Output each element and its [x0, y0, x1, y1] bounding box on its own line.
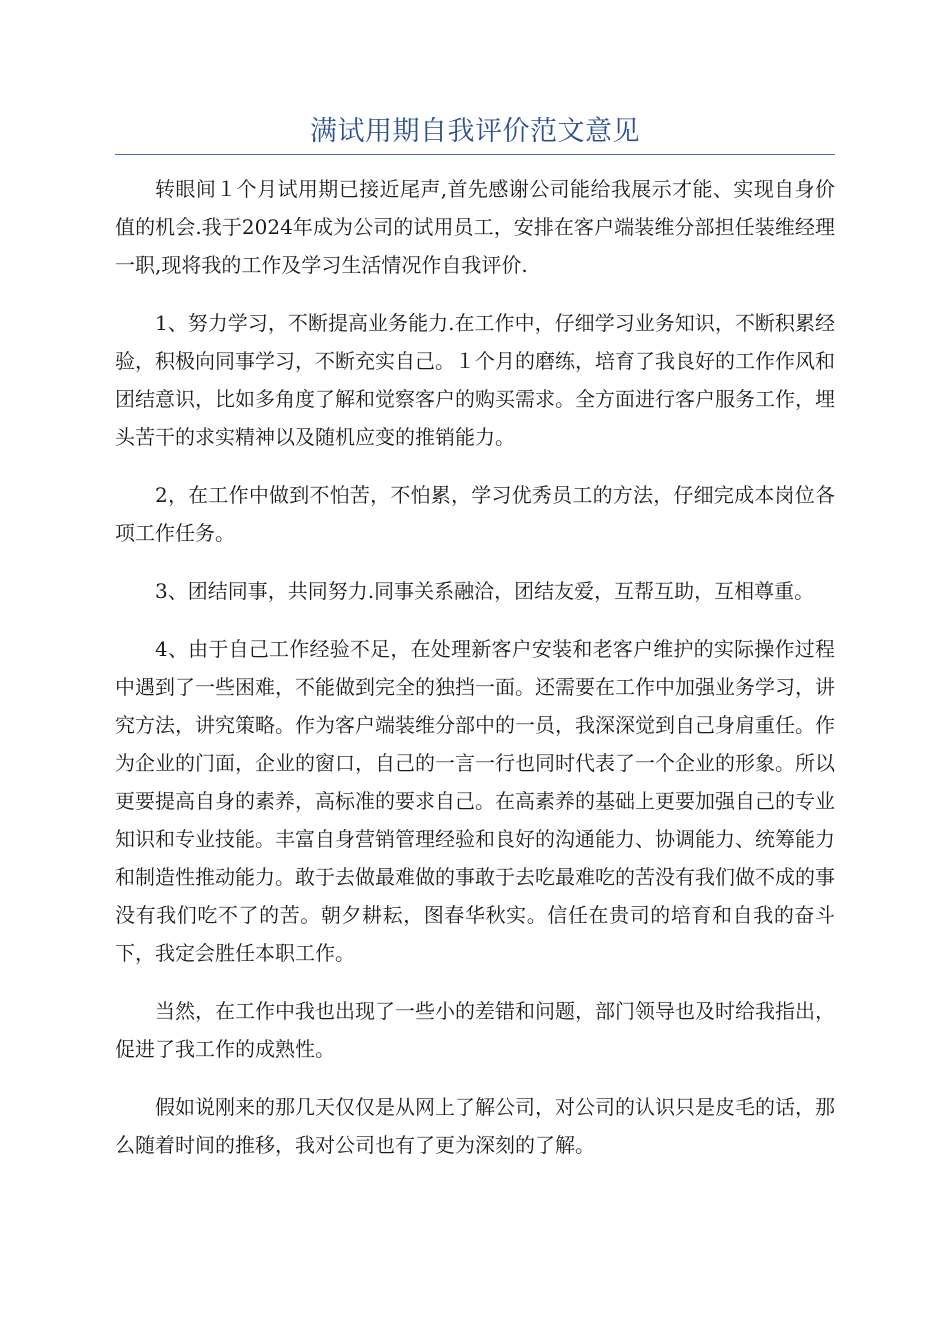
paragraph-shortcomings: 当然，在工作中我也出现了一些小的差错和问题，部门领导也及时给我指出，促进了我工作的成熟性。	[115, 999, 835, 1061]
paragraph-point-4: 4、由于自己工作经验不足，在处理新客户安装和老客户维护的实际操作过程中遇到了一些困难，不能做到完全的独挡一面。还需要在工作中加强业务学习，讲究方法，讲究策略。作为客户端装维分部中的一员，我深深觉到自己身肩重任。作为企业的门面，企业的窗口，自己的一言一行也同时代表了一个企业的形象。所以更要提高自身的素养，高标准的要求自己。在高素养的基础上更要加强自己的专业知识和专业技能。丰富自身营销管理经验和良好的沟通能力、协调能力、统筹能力和制造性推动能力。敢于去做最难做的事敢于去吃最难吃的苦没有我们做不成的事没有我们吃不了的苦。朝夕耕耘，图春华秋实。信任在贵司的培育和自我的奋斗下，我定会胜任本职工作。	[115, 637, 835, 965]
title-underline-divider	[115, 154, 835, 155]
paragraph-intro: 转眼间１个月试用期已接近尾声,首先感谢公司能给我展示才能、实现自身价值的机会.我于2024年成为公司的试用员工，安排在客户端装维分部担任装维经理一职,现将我的工作及学习生活情况作自我评价.	[115, 177, 835, 277]
document-title: 满试用期自我评价范文意见	[310, 116, 640, 147]
document-body	[115, 170, 835, 1184]
paragraph-understanding: 假如说刚来的那几天仅仅是从网上了解公司，对公司的认识只是皮毛的话，那么随着时间的推移，我对公司也有了更为深刻的了解。	[115, 1095, 835, 1157]
paragraph-point-1: 1、努力学习，不断提高业务能力.在工作中，仔细学习业务知识，不断积累经验，积极向同事学习，不断充实自己。１个月的磨练，培育了我良好的工作作风和团结意识，比如多角度了解和觉察客户的购买需求。全方面进行客户服务工作，埋头苦干的求实精神以及随机应变的推销能力。	[115, 311, 835, 449]
paragraph-point-3: 3、团结同事，共同努力.同事关系融洽，团结友爱，互帮互助，互相尊重。	[155, 579, 815, 603]
paragraph-point-2: 2，在工作中做到不怕苦，不怕累，学习优秀员工的方法，仔细完成本岗位各项工作任务。	[115, 483, 835, 545]
